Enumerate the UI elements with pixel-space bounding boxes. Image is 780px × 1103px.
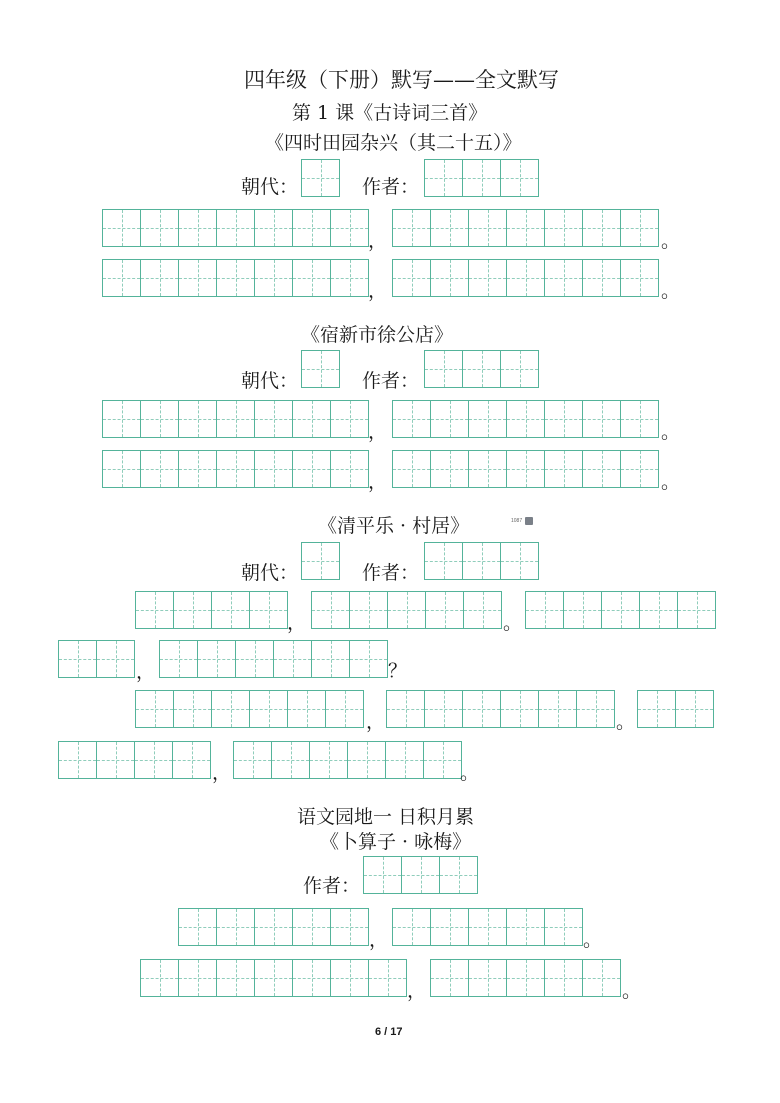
answer-line-3-6[interactable] [135, 690, 364, 728]
grid-cell[interactable] [621, 259, 659, 297]
grid-cell[interactable] [583, 259, 621, 297]
answer-line-1-1[interactable] [102, 209, 369, 247]
dynasty-grid-3[interactable] [301, 542, 340, 580]
grid-cell[interactable] [97, 640, 135, 678]
grid-cell[interactable] [302, 159, 340, 197]
grid-cell[interactable] [369, 959, 407, 997]
punct-comma: ， [287, 612, 307, 634]
grid-cell[interactable] [212, 591, 250, 629]
grid-cell[interactable] [141, 450, 179, 488]
grid-cell[interactable] [501, 690, 539, 728]
grid-cell[interactable] [255, 908, 293, 946]
answer-line-1-3[interactable] [102, 259, 369, 297]
grid-cell[interactable] [539, 690, 577, 728]
grid-cell[interactable] [583, 450, 621, 488]
answer-line-4-2[interactable] [392, 908, 583, 946]
dynasty-grid-1[interactable] [301, 159, 340, 197]
grid-cell[interactable] [173, 741, 211, 779]
page-title: 四年级（下册）默写——全文默写 [244, 68, 559, 92]
author-grid-2[interactable] [424, 350, 539, 388]
grid-cell[interactable] [217, 209, 255, 247]
grid-cell[interactable] [141, 959, 179, 997]
grid-cell[interactable] [234, 741, 272, 779]
grid-cell[interactable] [425, 350, 463, 388]
grid-cell[interactable] [388, 591, 426, 629]
grid-cell[interactable] [431, 259, 469, 297]
grid-cell[interactable] [583, 400, 621, 438]
grid-cell[interactable] [103, 450, 141, 488]
lesson-title: 第 1 课《古诗词三首》 [292, 102, 488, 124]
punct-comma: ， [407, 980, 427, 1002]
grid-cell[interactable] [236, 640, 274, 678]
grid-cell[interactable] [501, 350, 539, 388]
grid-cell[interactable] [255, 959, 293, 997]
grid-cell[interactable] [217, 450, 255, 488]
grid-cell[interactable] [255, 259, 293, 297]
dynasty-label-3: 朝代： [241, 562, 299, 584]
grid-cell[interactable] [288, 690, 326, 728]
grid-cell[interactable] [507, 908, 545, 946]
grid-cell[interactable] [141, 209, 179, 247]
grid-cell[interactable] [501, 542, 539, 580]
poem-title-3: 《清平乐 · 村居》 [318, 515, 470, 537]
answer-line-1-2[interactable] [392, 209, 659, 247]
grid-cell[interactable] [507, 209, 545, 247]
grid-cell[interactable] [463, 159, 501, 197]
grid-cell[interactable] [179, 209, 217, 247]
grid-cell[interactable] [431, 400, 469, 438]
grid-cell[interactable] [386, 741, 424, 779]
grid-cell[interactable] [350, 591, 388, 629]
grid-cell[interactable] [463, 350, 501, 388]
grid-cell[interactable] [469, 209, 507, 247]
grid-cell[interactable] [431, 908, 469, 946]
answer-line-3-7[interactable] [386, 690, 615, 728]
grid-cell[interactable] [425, 159, 463, 197]
grid-cell[interactable] [293, 450, 331, 488]
grid-cell[interactable] [676, 690, 714, 728]
grid-cell[interactable] [564, 591, 602, 629]
grid-cell[interactable] [217, 908, 255, 946]
page-number: 6 / 17 [375, 1026, 403, 1038]
grid-cell[interactable] [331, 209, 369, 247]
grid-cell[interactable] [393, 209, 431, 247]
dynasty-label-1: 朝代： [241, 176, 299, 198]
punct-comma: ， [368, 280, 388, 302]
grid-cell[interactable] [526, 591, 564, 629]
grid-cell[interactable] [255, 209, 293, 247]
grid-cell[interactable] [97, 741, 135, 779]
grid-cell[interactable] [350, 640, 388, 678]
answer-line-4-3[interactable] [140, 959, 407, 997]
grid-cell[interactable] [293, 400, 331, 438]
grid-cell[interactable] [331, 400, 369, 438]
grid-cell[interactable] [501, 159, 539, 197]
grid-cell[interactable] [217, 959, 255, 997]
watermark-stamp [511, 517, 533, 525]
grid-cell[interactable] [393, 908, 431, 946]
grid-cell[interactable] [431, 209, 469, 247]
grid-cell[interactable] [174, 591, 212, 629]
punct-comma: ， [136, 661, 156, 683]
grid-cell[interactable] [621, 400, 659, 438]
answer-line-2-3[interactable] [102, 450, 369, 488]
grid-cell[interactable] [431, 450, 469, 488]
grid-cell[interactable] [302, 350, 340, 388]
punct-comma: ， [368, 471, 388, 493]
grid-cell[interactable] [507, 450, 545, 488]
answer-line-4-1[interactable] [178, 908, 369, 946]
grid-cell[interactable] [577, 690, 615, 728]
punct-period: 。 [661, 421, 681, 443]
grid-cell[interactable] [464, 591, 502, 629]
grid-cell[interactable] [640, 591, 678, 629]
grid-cell[interactable] [179, 450, 217, 488]
punct-period: 。 [622, 980, 642, 1002]
grid-cell[interactable] [469, 450, 507, 488]
grid-cell[interactable] [545, 959, 583, 997]
grid-cell[interactable] [255, 400, 293, 438]
grid-cell[interactable] [255, 450, 293, 488]
grid-cell[interactable] [431, 959, 469, 997]
grid-cell[interactable] [136, 591, 174, 629]
poem-title-2: 《宿新市徐公店》 [301, 324, 454, 346]
poem-title-4: 《卜算子 · 咏梅》 [320, 831, 472, 853]
grid-cell[interactable] [402, 856, 440, 894]
grid-cell[interactable] [393, 400, 431, 438]
answer-line-3-2[interactable] [311, 591, 502, 629]
grid-cell[interactable] [302, 542, 340, 580]
answer-line-3-10[interactable] [233, 741, 462, 779]
author-label-3: 作者： [362, 562, 420, 584]
grid-cell[interactable] [469, 259, 507, 297]
grid-cell[interactable] [621, 209, 659, 247]
answer-line-3-3[interactable] [525, 591, 716, 629]
grid-cell[interactable] [217, 259, 255, 297]
punct-question: ？ [388, 660, 408, 682]
grid-cell[interactable] [545, 400, 583, 438]
grid-cell[interactable] [393, 450, 431, 488]
grid-cell[interactable] [312, 591, 350, 629]
punct-period: 。 [661, 230, 681, 252]
grid-cell[interactable] [293, 908, 331, 946]
punct-period: 。 [661, 280, 681, 302]
answer-line-2-4[interactable] [392, 450, 659, 488]
grid-cell[interactable] [348, 741, 386, 779]
grid-cell[interactable] [331, 259, 369, 297]
grid-cell[interactable] [545, 450, 583, 488]
author-label-4: 作者： [303, 875, 361, 897]
punct-comma: ， [212, 762, 232, 784]
grid-cell[interactable] [272, 741, 310, 779]
grid-cell[interactable] [293, 959, 331, 997]
author-label-1: 作者： [362, 176, 420, 198]
grid-cell[interactable] [426, 591, 464, 629]
grid-cell[interactable] [274, 640, 312, 678]
grid-cell[interactable] [141, 400, 179, 438]
grid-cell[interactable] [425, 690, 463, 728]
answer-line-4-4[interactable] [430, 959, 621, 997]
answer-line-2-1[interactable] [102, 400, 369, 438]
grid-cell[interactable] [545, 908, 583, 946]
grid-cell[interactable] [326, 690, 364, 728]
stamp-icon [525, 517, 533, 525]
grid-cell[interactable] [507, 259, 545, 297]
dynasty-label-2: 朝代： [241, 370, 299, 392]
grid-cell[interactable] [469, 400, 507, 438]
grid-cell[interactable] [135, 741, 173, 779]
author-grid-1[interactable] [424, 159, 539, 197]
grid-cell[interactable] [583, 209, 621, 247]
grid-cell[interactable] [250, 690, 288, 728]
grid-cell[interactable] [179, 400, 217, 438]
punct-period: 。 [503, 612, 523, 634]
grid-cell[interactable] [424, 741, 462, 779]
punct-comma: ， [368, 421, 388, 443]
grid-cell[interactable] [463, 690, 501, 728]
answer-line-3-8[interactable] [637, 690, 714, 728]
grid-cell[interactable] [678, 591, 716, 629]
answer-line-3-1[interactable] [135, 591, 288, 629]
author-grid-3[interactable] [424, 542, 539, 580]
grid-cell[interactable] [507, 959, 545, 997]
grid-cell[interactable] [160, 640, 198, 678]
grid-cell[interactable] [621, 450, 659, 488]
punct-comma: ， [366, 711, 386, 733]
poem-title-1: 《四时田园杂兴（其二十五）》 [265, 132, 522, 154]
grid-cell[interactable] [59, 741, 97, 779]
grid-cell[interactable] [545, 209, 583, 247]
author-label-2: 作者： [362, 370, 420, 392]
grid-cell[interactable] [393, 259, 431, 297]
grid-cell[interactable] [59, 640, 97, 678]
section-title: 语文园地一 日积月累 [297, 806, 475, 828]
grid-cell[interactable] [141, 259, 179, 297]
grid-cell[interactable] [103, 400, 141, 438]
author-grid-4[interactable] [363, 856, 478, 894]
stamp-text: 1087 [511, 518, 523, 524]
grid-cell[interactable] [507, 400, 545, 438]
grid-cell[interactable] [136, 690, 174, 728]
grid-cell[interactable] [638, 690, 676, 728]
punct-period: 。 [460, 762, 480, 784]
grid-cell[interactable] [198, 640, 236, 678]
grid-cell[interactable] [469, 908, 507, 946]
grid-cell[interactable] [310, 741, 348, 779]
grid-cell[interactable] [103, 259, 141, 297]
grid-cell[interactable] [387, 690, 425, 728]
grid-cell[interactable] [331, 908, 369, 946]
grid-cell[interactable] [469, 959, 507, 997]
grid-cell[interactable] [250, 591, 288, 629]
punct-period: 。 [661, 471, 681, 493]
grid-cell[interactable] [217, 400, 255, 438]
grid-cell[interactable] [179, 959, 217, 997]
grid-cell[interactable] [364, 856, 402, 894]
grid-cell[interactable] [103, 209, 141, 247]
answer-line-3-4[interactable] [58, 640, 135, 678]
grid-cell[interactable] [545, 259, 583, 297]
grid-cell[interactable] [179, 908, 217, 946]
punct-comma: ， [368, 230, 388, 252]
grid-cell[interactable] [425, 542, 463, 580]
grid-cell[interactable] [331, 959, 369, 997]
punct-comma: ， [369, 929, 389, 951]
answer-line-3-9[interactable] [58, 741, 211, 779]
grid-cell[interactable] [174, 690, 212, 728]
answer-line-1-4[interactable] [392, 259, 659, 297]
grid-cell[interactable] [602, 591, 640, 629]
answer-line-3-5[interactable] [159, 640, 388, 678]
grid-cell[interactable] [463, 542, 501, 580]
dynasty-grid-2[interactable] [301, 350, 340, 388]
grid-cell[interactable] [212, 690, 250, 728]
grid-cell[interactable] [583, 959, 621, 997]
punct-period: 。 [583, 929, 603, 951]
grid-cell[interactable] [331, 450, 369, 488]
grid-cell[interactable] [293, 209, 331, 247]
grid-cell[interactable] [179, 259, 217, 297]
grid-cell[interactable] [440, 856, 478, 894]
grid-cell[interactable] [293, 259, 331, 297]
punct-period: 。 [616, 711, 636, 733]
grid-cell[interactable] [312, 640, 350, 678]
answer-line-2-2[interactable] [392, 400, 659, 438]
